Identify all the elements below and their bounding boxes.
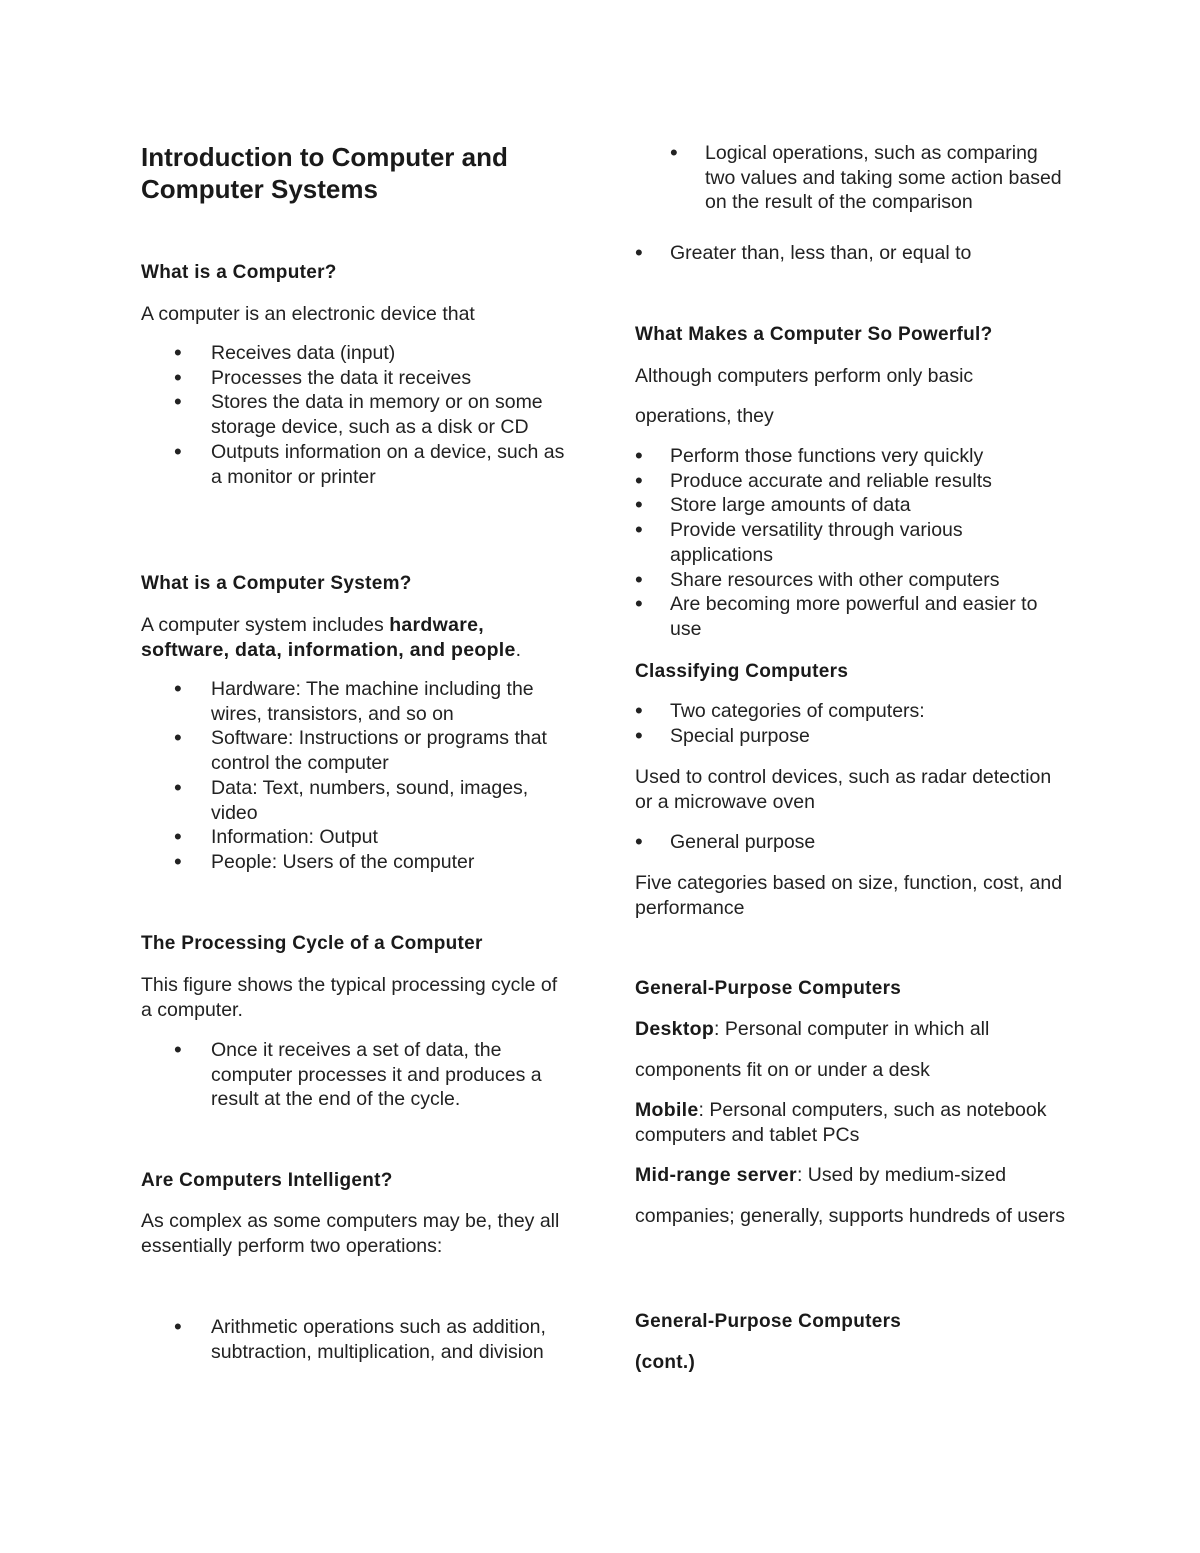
page-title: Introduction to Computer and Computer Systems — [141, 142, 508, 204]
paragraph-general-purpose: Five categories based on size, function, cost, and performance — [635, 872, 1063, 919]
list-item: • Greater than, less than, or equal to — [635, 241, 1065, 266]
heading-intelligent: Are Computers Intelligent? — [141, 1170, 393, 1191]
paragraph-mobile: Mobile: Personal computers, such as notebook computers and tablet PCs — [635, 1099, 1047, 1146]
heading-processing-cycle: The Processing Cycle of a Computer — [141, 933, 483, 954]
list-item: • Software: Instructions or programs that control the computer — [141, 726, 571, 775]
list-item: • Once it receives a set of data, the computer processes it and produces a result at the end of the cycle. — [141, 1038, 571, 1112]
heading-general-purpose: General-Purpose Computers — [635, 978, 902, 999]
heading-cont-label: (cont.) — [635, 1352, 696, 1373]
list-item: • Perform those functions very quickly — [635, 444, 1065, 469]
list-item: • Special purpose — [635, 724, 1065, 749]
list-item: • Logical operations, such as comparing two values and taking some action based on the result of the comparison — [635, 141, 1065, 215]
list-item: • Arithmetic operations such as addition, subtraction, multiplication, and division — [141, 1315, 571, 1364]
paragraph-powerful-intro1: Although computers perform only basic — [635, 365, 974, 387]
list-item: • Information: Output — [141, 825, 571, 850]
paragraph-system-intro: A computer system includes hardware, software, data, information, and people. — [141, 614, 522, 661]
paragraph-powerful-intro2: operations, they — [635, 405, 774, 427]
list-item: • Hardware: The machine including the wires, transistors, and so on — [141, 677, 571, 726]
list-item: • Receives data (input) — [141, 341, 571, 366]
list-item: • Share resources with other computers — [635, 568, 1065, 593]
list-item: • Two categories of computers: — [635, 699, 1065, 724]
list-item: • Are becoming more powerful and easier to use — [635, 592, 1065, 641]
paragraph-special-purpose: Used to control devices, such as radar detection or a microwave oven — [635, 766, 1052, 813]
heading-computer-system: What is a Computer System? — [141, 573, 412, 594]
list-computer-functions — [141, 341, 571, 489]
list-item: • Processes the data it receives — [141, 366, 571, 391]
list-processing — [141, 1038, 571, 1112]
list-operations-logical — [635, 141, 1065, 215]
list-item: • People: Users of the computer — [141, 850, 571, 875]
list-system-components — [141, 677, 571, 875]
list-operations-left — [141, 1315, 571, 1364]
list-item: • Data: Text, numbers, sound, images, video — [141, 776, 571, 825]
paragraph-midrange-cont: companies; generally, supports hundreds of users — [635, 1205, 1065, 1227]
heading-what-is-computer: What is a Computer? — [141, 262, 337, 283]
paragraph-desktop: Desktop: Personal computer in which all — [635, 1018, 990, 1040]
heading-powerful: What Makes a Computer So Powerful? — [635, 324, 993, 345]
heading-classifying: Classifying Computers — [635, 661, 849, 682]
paragraph-desktop-cont: components fit on or under a desk — [635, 1059, 930, 1081]
paragraph-processing-intro: This figure shows the typical processing cycle of a computer. — [141, 974, 558, 1021]
list-powerful-reasons — [635, 444, 1065, 642]
heading-general-purpose-cont: General-Purpose Computers — [635, 1311, 902, 1332]
paragraph-midrange: Mid-range server: Used by medium-sized — [635, 1164, 1007, 1186]
list-classifying-1 — [635, 699, 1065, 748]
list-item: • Provide versatility through various applications — [635, 518, 1065, 567]
list-item: • Outputs information on a device, such as a monitor or printer — [141, 440, 571, 489]
list-item: • Produce accurate and reliable results — [635, 469, 1065, 494]
list-classifying-2 — [635, 830, 1065, 855]
paragraph-intelligent-intro: As complex as some computers may be, they all essentially perform two operations: — [141, 1210, 560, 1257]
paragraph-computer-intro: A computer is an electronic device that — [141, 303, 475, 325]
list-operations-compare — [635, 241, 1065, 266]
list-item: • General purpose — [635, 830, 1065, 855]
list-item: • Stores the data in memory or on some storage device, such as a disk or CD — [141, 390, 571, 439]
list-item: • Store large amounts of data — [635, 493, 1065, 518]
